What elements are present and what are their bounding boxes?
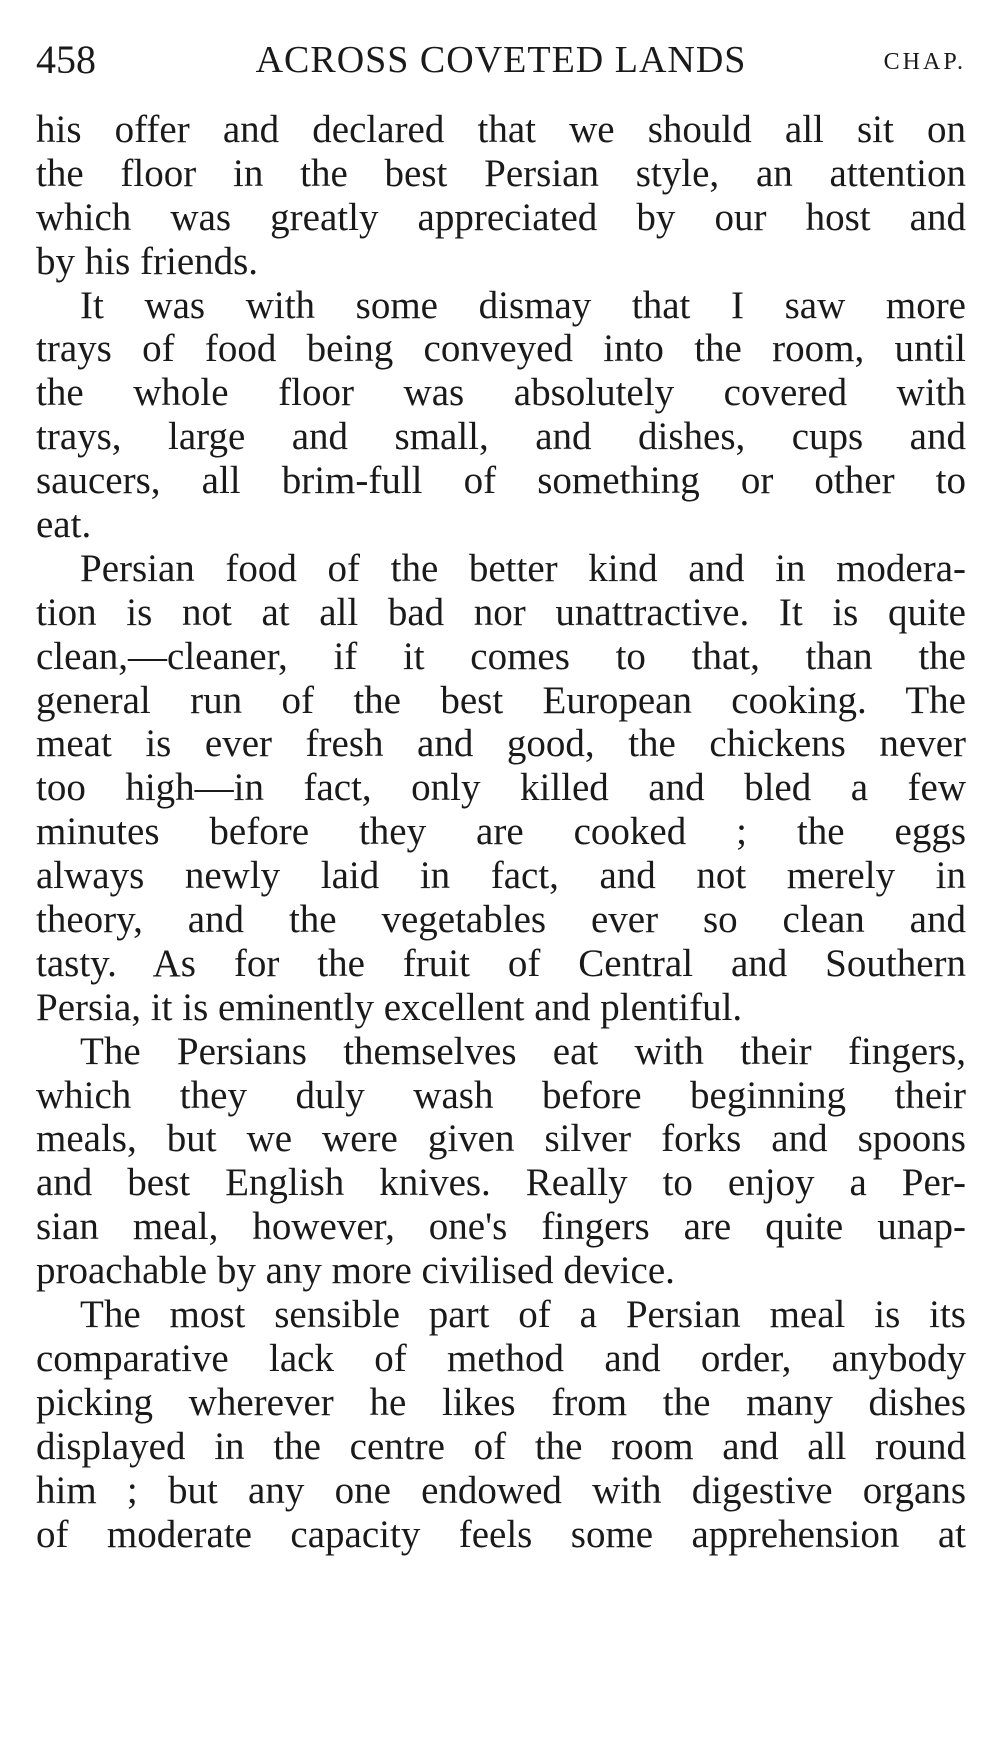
text-line: The most sensible part of a Persian meal is its <box>80 1293 966 1337</box>
text-line: general run of the best European cooking. The <box>36 678 966 722</box>
text-line: trays, large and small, and dishes, cups and <box>36 415 966 459</box>
text-line: which they duly wash before beginning their <box>36 1073 966 1117</box>
text-line: saucers, all brim-full of something or other to <box>36 459 966 503</box>
text-line: meals, but we were given silver forks and spoons <box>36 1117 966 1161</box>
text-line: tion is not at all bad nor unattractive. It is quite <box>36 590 966 634</box>
text-line: too high—in fact, only killed and bled a few <box>36 766 966 810</box>
text-line: comparative lack of method and order, anybody <box>36 1336 966 1380</box>
text-line: and best English knives. Really to enjoy a Per- <box>36 1161 966 1205</box>
text-line: tasty. As for the fruit of Central and Southern <box>36 941 966 985</box>
text-line: meat is ever fresh and good, the chickens never <box>36 722 966 766</box>
text-line: clean,—cleaner, if it comes to that, than the <box>36 634 966 678</box>
body-text <box>36 108 966 1556</box>
text-line: sian meal, however, one's fingers are quite unap- <box>36 1205 966 1249</box>
book-title: ACROSS COVETED LANDS <box>255 39 747 81</box>
text-line: It was with some dismay that I saw more <box>80 283 966 327</box>
text-line: trays of food being conveyed into the room, until <box>36 327 966 371</box>
text-line: Persian food of the better kind and in modera- <box>80 546 966 590</box>
text-line: picking wherever he likes from the many dishes <box>36 1380 966 1424</box>
paragraph-1 <box>36 108 966 284</box>
running-head <box>36 30 966 90</box>
chapter-mark: CHAP. <box>883 49 966 75</box>
paragraph-2 <box>36 284 966 547</box>
text-line: of moderate capacity feels some apprehension at <box>36 1512 966 1556</box>
text-line: theory, and the vegetables ever so clean and <box>36 898 966 942</box>
text-line: The Persians themselves eat with their fingers, <box>80 1029 966 1073</box>
page-number: 458 <box>36 37 96 82</box>
text-line: displayed in the centre of the room and all round <box>36 1424 966 1468</box>
text-line: always newly laid in fact, and not merely in <box>36 854 966 898</box>
text-line: the whole floor was absolutely covered with <box>36 371 966 415</box>
text-line: by his friends. <box>36 239 259 283</box>
paragraph-4 <box>36 1030 966 1293</box>
paragraph-3 <box>36 547 966 1030</box>
text-line: eat. <box>36 503 92 547</box>
text-line: his offer and declared that we should all sit on <box>36 108 966 151</box>
text-line: him ; but any one endowed with digestive organs <box>36 1468 966 1512</box>
text-line: proachable by any more civilised device. <box>36 1249 675 1293</box>
text-line: Persia, it is eminently excellent and plentiful. <box>36 985 743 1029</box>
text-line: which was greatly appreciated by our host and <box>36 195 966 239</box>
text-line: the floor in the best Persian style, an attention <box>36 151 966 195</box>
text-line: minutes before they are cooked ; the eggs <box>36 810 966 854</box>
paragraph-5 <box>36 1293 966 1556</box>
